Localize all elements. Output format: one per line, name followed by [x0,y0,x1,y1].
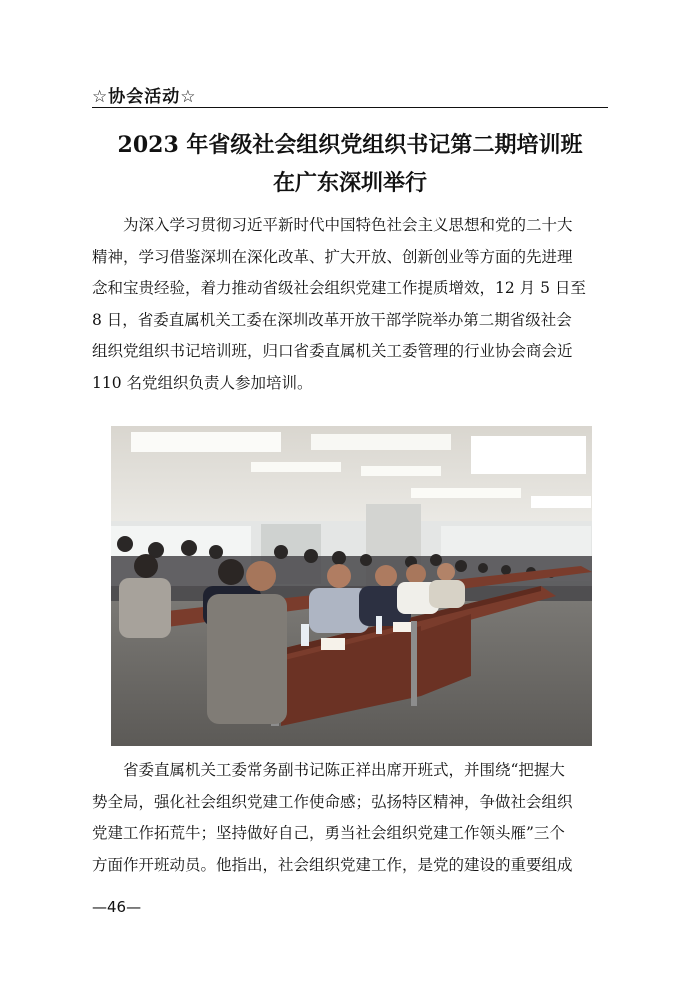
text-line: 方面作开班动员。他指出，社会组织党建工作，是党的建设的重要组成 [92,855,573,874]
text-line: 为深入学习贯彻习近平新时代中国特色社会主义思想和党的二十大 [123,216,573,234]
text-line: 念和宝贵经验，着力推动省级社会组织党建工作提质增效，12 月 5 日至 [92,279,586,298]
text-line: 省委直属机关工委常务副书记陈正祥出席开班式，并围绕“把握大 [123,761,565,779]
body-paragraph-1 [92,210,608,400]
article-title-line-1: 2023 年省级社会组织党组织书记第二期培训班 [117,132,583,158]
text-line: 组织党组织书记培训班，归口省委直属机关工委管理的行业协会商会近 [92,342,573,361]
article-title-line-2: 在广东深圳举行 [272,170,427,196]
training-class-photo [111,426,592,746]
page-number: —46— [92,898,142,916]
text-line: 势全局，强化社会组织党建工作使命感；弘扬特区精神，争做社会组织 [92,792,573,811]
section-header [92,78,608,108]
text-line: 精神，学习借鉴深圳在深化改革、扩大开放、创新创业等方面的先进理 [92,247,573,266]
text-line: 110 名党组织负责人参加培训。 [92,373,313,392]
header-divider [92,107,608,108]
text-line: 党建工作拓荒牛；坚持做好自己，勇当社会组织党建工作领头雁”三个 [92,824,565,843]
text-line: 8 日，省委直属机关工委在深圳改革开放干部学院举办第二期省级社会 [92,310,572,329]
body-paragraph-2 [92,755,608,881]
article-title [92,126,608,202]
section-label: ☆协会活动☆ [92,87,197,107]
